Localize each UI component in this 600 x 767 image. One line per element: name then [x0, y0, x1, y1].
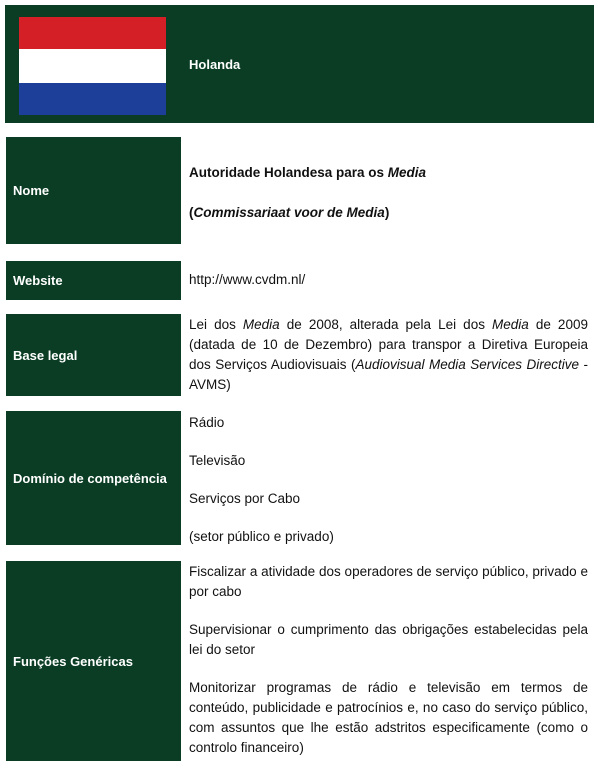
- base-legal-part: de 2009 (datada de 10 de Dezembro) para transpor a Diretiva Europeia dos Serviços Audiovisuais (: [189, 317, 588, 372]
- funcoes-item: Monitorizar programas de rádio e televisão em termos de conteúdo, publicidade e patrocínios e, no caso do serviço público, com assuntos que lhe estão adstritos especificamente (como o controlo financeiro): [189, 680, 588, 755]
- base-legal-part: de 2008, alterada pela Lei dos: [279, 317, 493, 332]
- base-legal-part: Audiovisual Media Services Directive: [355, 357, 580, 372]
- label-website-text: Website: [13, 273, 63, 288]
- label-funcoes-text: Funções Genéricas: [13, 653, 133, 669]
- nome-part: ): [384, 205, 390, 220]
- value-website: [189, 270, 588, 290]
- dominio-item: Serviços por Cabo: [189, 491, 301, 506]
- funcoes-item: Fiscalizar a atividade dos operadores de serviço público, privado e por cabo: [189, 564, 588, 599]
- base-legal-part: Lei dos: [189, 317, 243, 332]
- netherlands-flag-icon: [19, 17, 166, 115]
- nome-part: (: [189, 205, 194, 220]
- label-website: [6, 261, 181, 300]
- label-dominio-text: Domínio de competência: [13, 470, 167, 486]
- value-dominio: [189, 413, 588, 547]
- label-nome: [6, 137, 181, 244]
- base-legal-part: Media: [492, 317, 529, 332]
- label-dominio: [6, 411, 181, 545]
- base-legal-part: - AVMS): [189, 357, 589, 392]
- label-base-legal-text: Base legal: [13, 347, 78, 363]
- country-header: [5, 5, 594, 123]
- funcoes-item: Supervisionar o cumprimento das obrigações estabelecidas pela lei do setor: [189, 622, 588, 657]
- country-name: Holanda: [189, 57, 241, 72]
- value-base-legal: [189, 315, 588, 395]
- dominio-item: Televisão: [189, 453, 246, 468]
- label-base-legal: [6, 314, 181, 396]
- value-nome: [189, 163, 588, 223]
- label-nome-text: Nome: [13, 183, 50, 198]
- nome-part: Commissariaat voor de Media: [193, 205, 385, 220]
- label-funcoes: [6, 561, 181, 761]
- value-funcoes: [189, 562, 588, 758]
- nome-part: Media: [387, 165, 427, 180]
- dominio-item: Rádio: [189, 415, 225, 430]
- base-legal-part: Media: [242, 317, 280, 332]
- website-url: http://www.cvdm.nl/: [189, 272, 306, 287]
- nome-part: Autoridade Holandesa para os: [189, 165, 388, 180]
- dominio-item: (setor público e privado): [189, 529, 334, 544]
